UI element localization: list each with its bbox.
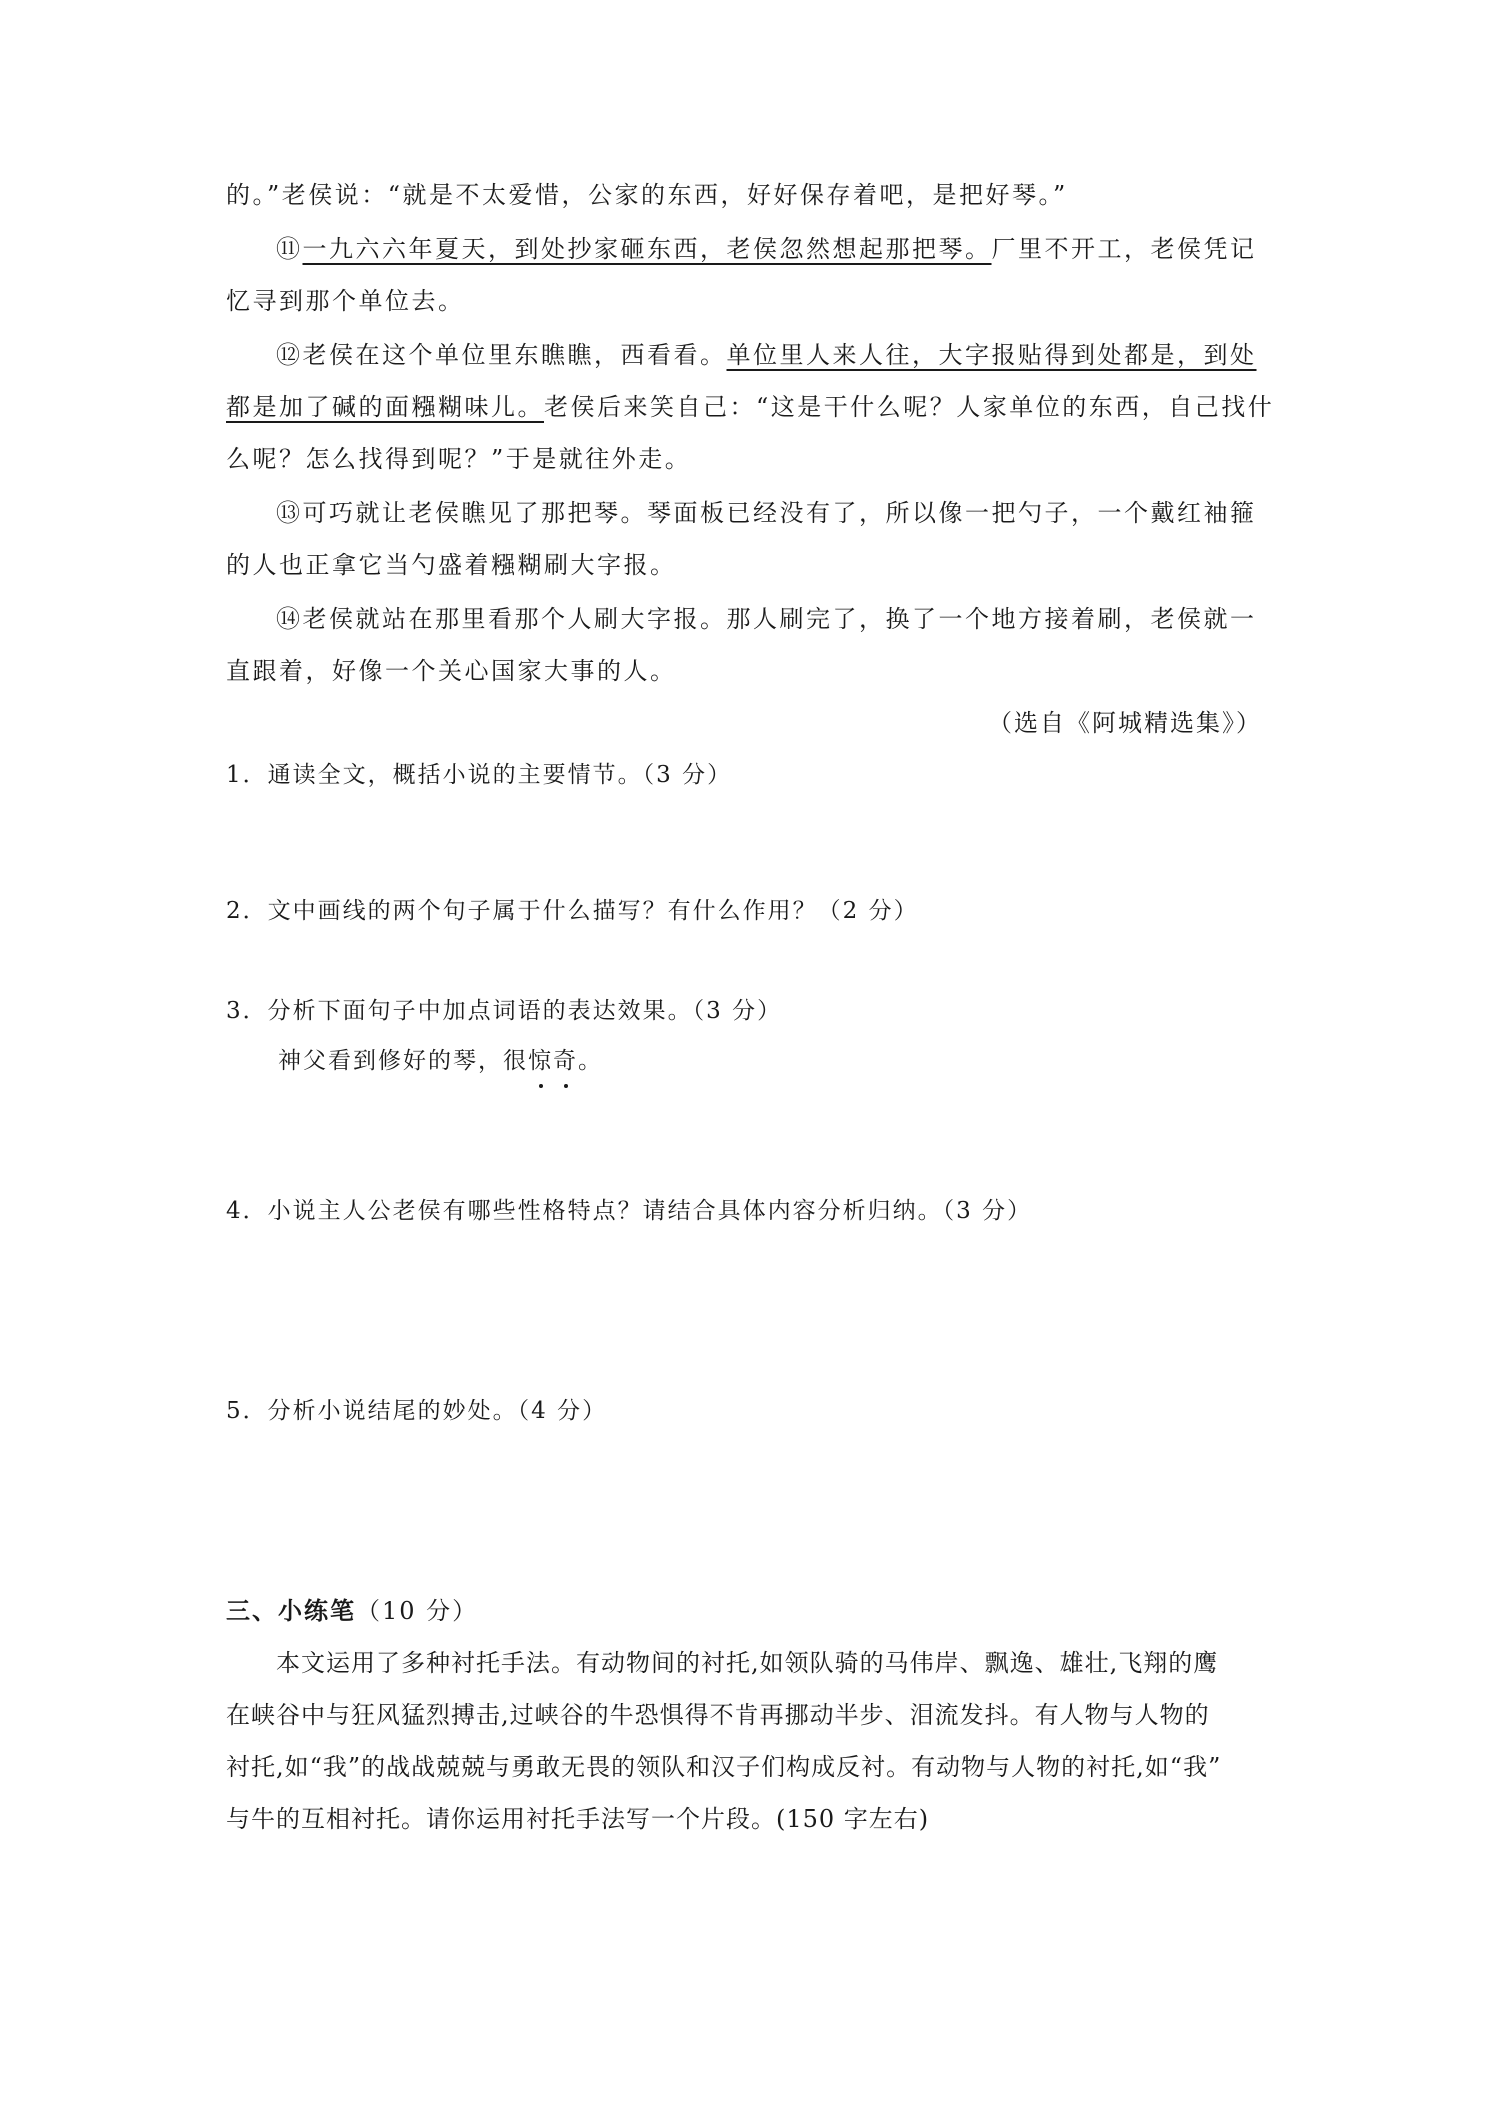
passage-line-10 [226, 654, 1276, 688]
passage-text: 的人也正拿它当勺盛着糨糊刷大字报。 [226, 551, 677, 579]
section-3-line-1: 本文运用了多种衬托手法。有动物间的衬托,如领队骑的马伟岸、飘逸、雄壮,飞翔的鹰 [276, 1649, 1219, 1677]
passage-text: 厂里不开工，老侯凭记 [991, 235, 1257, 263]
passage-line-6 [226, 442, 1276, 476]
passage-text: 可巧就让老侯瞧见了那把琴。琴面板已经没有了，所以像一把勺子，一个戴红袖箍 [302, 499, 1257, 527]
section-3-line-3: 衬托,如“我”的战战兢兢与勇敢无畏的领队和汉子们构成反衬。有动物与人物的衬托,如“我” [226, 1753, 1222, 1781]
section-score: （10 分） [356, 1597, 479, 1625]
dotted-word: 奇 [553, 1044, 578, 1078]
passage-text: 直跟着，好像一个关心国家大事的人。 [226, 657, 677, 685]
question-3: 3．分析下面句子中加点词语的表达效果。（3 分） [226, 998, 783, 1024]
paragraph-12 [276, 338, 1326, 372]
paragraph-14 [276, 602, 1326, 636]
question-3-sample-sentence [278, 1044, 603, 1078]
sample-text: 神父看到修好的琴，很 [278, 1048, 528, 1074]
section-3-heading [226, 1594, 478, 1628]
dotted-word: 惊 [528, 1044, 553, 1078]
paragraph-number: ⑪ [276, 235, 303, 263]
passage-text: 么呢？怎么找得到呢？”于是就往外走。 [226, 445, 692, 473]
question-2: 2．文中画线的两个句子属于什么描写？有什么作用？（2 分） [226, 898, 919, 924]
paragraph-number: ⑫ [276, 341, 303, 369]
underlined-sentence-2-cont: 都是加了碱的面糨糊味儿。 [226, 393, 544, 421]
section-title: 三、小练笔 [226, 1597, 356, 1625]
passage-text: 老侯在这个单位里东瞧瞧，西看看。 [302, 341, 727, 369]
passage-line-8 [226, 548, 1276, 582]
paragraph-number: ⑬ [276, 499, 303, 527]
underlined-sentence-2: 单位里人来人往，大字报贴得到处都是，到处 [726, 341, 1257, 369]
passage-text: 的。”老侯说：“就是不太爱惜，公家的东西，好好保存着吧，是把好琴。” [226, 181, 1068, 209]
passage-text: 老侯就站在那里看那个人刷大字报。那人刷完了，换了一个地方接着刷，老侯就一 [302, 605, 1257, 633]
passage-text: 忆寻到那个单位去。 [226, 287, 465, 315]
passage-text: 老侯后来笑自己：“这是干什么呢？人家单位的东西，自己找什 [544, 393, 1275, 421]
passage-line-3 [226, 284, 1276, 318]
source-citation: （选自《阿城精选集》） [988, 709, 1262, 737]
section-3-line-4: 与牛的互相衬托。请你运用衬托手法写一个片段。(150 字左右) [226, 1805, 930, 1833]
paragraph-13 [276, 496, 1326, 530]
paragraph-11 [276, 232, 1326, 266]
underlined-sentence-1: 一九六六年夏天，到处抄家砸东西，老侯忽然想起那把琴。 [302, 235, 992, 263]
section-3-line-2: 在峡谷中与狂风猛烈搏击,过峡谷的牛恐惧得不肯再挪动半步、泪流发抖。有人物与人物的 [226, 1701, 1210, 1729]
question-4: 4．小说主人公老侯有哪些性格特点？请结合具体内容分析归纳。（3 分） [226, 1198, 1033, 1224]
passage-line-5 [226, 390, 1276, 424]
paragraph-number: ⑭ [276, 605, 303, 633]
passage-line-1 [226, 178, 1276, 212]
sample-text: 。 [578, 1048, 603, 1074]
question-5: 5．分析小说结尾的妙处。（4 分） [226, 1398, 608, 1424]
question-1: 1．通读全文，概括小说的主要情节。（3 分） [226, 762, 733, 788]
